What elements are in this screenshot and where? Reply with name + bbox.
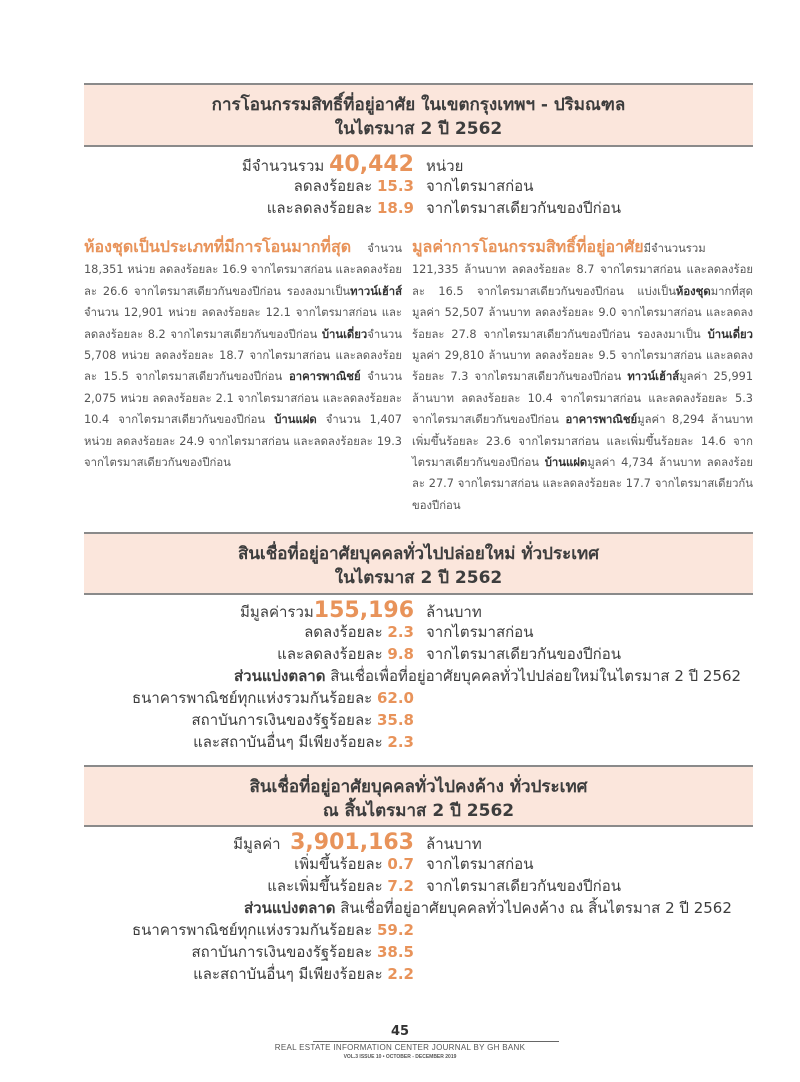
share-value: 35.8 [376, 711, 414, 729]
paragraph-text: มากที่สุด มูลค่า 52,507 ล้านบาท ลดลงร้อยละ 9.0 จากไตรมาสก่อน และลดลงร้อยละ 27.8 จากไตรมาสเดียวกันของปีก่อน รองลงมาเป็น [412, 284, 753, 341]
share-label: และสถาบันอื่นๆ มีเพียงร้อยละ [193, 965, 383, 983]
stat-row [84, 642, 753, 664]
share-row [84, 686, 753, 708]
section1-stats [84, 152, 753, 218]
stat-row [84, 830, 753, 855]
right-column-paragraph [412, 236, 753, 516]
share-row [84, 962, 753, 984]
share-label: สถาบันการเงินของรัฐร้อยละ [191, 711, 373, 729]
market-share-title [84, 896, 753, 918]
share-row [84, 730, 753, 752]
footer-divider [313, 1041, 559, 1042]
journal-title: REAL ESTATE INFORMATION CENTER JOURNAL BY GH BANK [274, 1043, 526, 1052]
share-label: สถาบันการเงินของรัฐร้อยละ [191, 943, 373, 961]
stat-row [84, 620, 753, 642]
left-column-highlight: ห้องชุดเป็นประเภทที่มีการโอนมากที่สุด [84, 237, 352, 256]
bold-term: บ้านแฝด [274, 413, 317, 427]
share-value: 38.5 [376, 943, 414, 961]
bold-term: อาคารพาณิชย์ [288, 370, 361, 384]
paragraph-text: จำนวน 12,901 หน่วย ลดลงร้อยละ 12.1 จากไตรมาสก่อน และลดลงร้อยละ 8.2 จากไตรมาสเดียวกันของปีก่อน [84, 306, 402, 341]
paragraph-text: จำนวน 1,407 หน่วย ลดลงร้อยละ 24.9 จากไตรมาสก่อน และลดลงร้อยละ 19.3 จากไตรมาสเดียวกันของปีก่อน [84, 413, 402, 470]
section2-title-line2: ในไตรมาส 2 ปี 2562 [334, 568, 503, 588]
paragraph-text: มูลค่า 8,294 ล้านบาท เพิ่มขึ้นร้อยละ 23.6 จากไตรมาสก่อน และเพิ่มขึ้นร้อยละ 14.6 จากไตรมาสเดียวกันของปีก่อน [412, 413, 753, 470]
section3-title-line2: ณ สิ้นไตรมาส 2 ปี 2562 [322, 801, 515, 821]
stat-value: 155,196 [313, 598, 414, 623]
stat-suffix: จากไตรมาสก่อน [426, 177, 534, 195]
paragraph-text: จำนวน 18,351 หน่วย ลดลงร้อยละ 16.9 จากไตรมาสก่อน และลดลงร้อยละ 26.6 จากไตรมาสเดียวกันของปีก่อน รองลงมาเป็น [84, 242, 402, 298]
stat-suffix: จากไตรมาสก่อน [426, 855, 534, 873]
bold-term: บ้านแฝด [544, 456, 588, 470]
stat-suffix: ล้านบาท [426, 603, 482, 621]
paragraph-text: มีจำนวนรวม 121,335 ล้านบาท ลดลงร้อยละ 8.7 จากไตรมาสก่อน และลดลงร้อยละ 16.5 จากไตรมาสเดียวกันของปีก่อน แบ่งเป็น [412, 242, 753, 298]
section1-banner [84, 83, 753, 147]
market-share-title [84, 664, 753, 686]
share-label: ธนาคารพาณิชย์ทุกแห่งรวมกันร้อยละ [132, 921, 373, 939]
stat-suffix: จากไตรมาสเดียวกันของปีก่อน [426, 877, 621, 895]
right-column-highlight: มูลค่าการโอนกรรมสิทธิ์ที่อยู่อาศัย [412, 237, 644, 256]
paragraph-text: จำนวน 2,075 หน่วย ลดลงร้อยละ 2.1 จากไตรมาสก่อน และลดลงร้อยละ 10.4 จากไตรมาสเดียวกันของปีก่อน [84, 370, 402, 427]
share-value: 2.2 [387, 965, 414, 983]
stat-row [84, 852, 753, 874]
stat-row [84, 152, 753, 177]
market-share-label: ส่วนแบ่งตลาด [244, 899, 336, 917]
section3-title-line1: สินเชื่อที่อยู่อาศัยบุคคลทั่วไปคงค้าง ทั่วประเทศ [249, 777, 588, 797]
stat-suffix: หน่วย [426, 157, 464, 175]
stat-value: 2.3 [387, 623, 414, 641]
stat-label: มีมูลค่า [233, 835, 281, 853]
bold-term: อาคารพาณิชย์ [565, 413, 638, 427]
bold-term: ทาวน์เฮ้าส์ [350, 284, 402, 298]
stat-value: 18.9 [376, 199, 414, 217]
share-value: 62.0 [376, 689, 414, 707]
journal-volume: VOL.3 ISSUE 10 • OCTOBER - DECEMBER 2019 [343, 1054, 457, 1060]
stat-label: ลดลงร้อยละ [304, 623, 383, 641]
stat-label: ลดลงร้อยละ [293, 177, 373, 195]
bold-term: บ้านเดี่ยว [321, 327, 368, 341]
paragraph-text: มูลค่า 29,810 ล้านบาท ลดลงร้อยละ 9.5 จากไตรมาสก่อน และลดลงร้อยละ 7.3 จากไตรมาสเดียวกันของปีก่อน [412, 349, 753, 384]
market-share-desc: สินเชื่อเพื่อที่อยู่อาศัยบุคคลทั่วไปปล่อยใหม่ในไตรมาส 2 ปี 2562 [325, 667, 742, 685]
section3-stats [84, 830, 753, 984]
section2-stats [84, 598, 753, 752]
section1-title-line2: ในไตรมาส 2 ปี 2562 [334, 119, 503, 139]
stat-row [84, 174, 753, 196]
paragraph-text: มูลค่า 25,991 ล้านบาท ลดลงร้อยละ 10.4 จากไตรมาสก่อน และลดลงร้อยละ 5.3 จากไตรมาสเดียวกันของปีก่อน [412, 370, 754, 427]
stat-label: และลดลงร้อยละ [266, 199, 373, 217]
stat-label: และลดลงร้อยละ [277, 645, 383, 663]
stat-value: 7.2 [387, 877, 414, 895]
share-value: 2.3 [387, 733, 414, 751]
stat-suffix: จากไตรมาสก่อน [426, 623, 534, 641]
stat-suffix: ล้านบาท [426, 835, 482, 853]
stat-label: และเพิ่มขึ้นร้อยละ [267, 877, 383, 895]
bold-term: บ้านเดี่ยว [707, 327, 753, 341]
stat-label: มีมูลค่ารวม [240, 603, 314, 621]
share-label: และสถาบันอื่นๆ มีเพียงร้อยละ [193, 733, 383, 751]
left-column-paragraph [84, 236, 402, 473]
section3-banner [84, 765, 753, 827]
stat-value: 0.7 [387, 855, 414, 873]
bold-term: ห้องชุด [675, 284, 711, 298]
market-share-desc: สินเชื่อที่อยู่อาศัยบุคคลทั่วไปคงค้าง ณ สิ้นไตรมาส 2 ปี 2562 [335, 899, 732, 917]
share-row [84, 708, 753, 730]
bold-term: ทาวน์เฮ้าส์ [627, 370, 680, 384]
paragraph-text: จำนวน 5,708 หน่วย ลดลงร้อยละ 18.7 จากไตรมาสก่อน และลดลงร้อยละ 15.5 จากไตรมาสเดียวกันของปีก่อน [84, 327, 402, 384]
page-number: 45 [390, 1024, 410, 1039]
stat-row [84, 196, 753, 218]
share-row [84, 940, 753, 962]
stat-row [84, 598, 753, 623]
stat-label: เพิ่มขึ้นร้อยละ [294, 855, 383, 873]
stat-suffix: จากไตรมาสเดียวกันของปีก่อน [426, 645, 621, 663]
stat-value: 9.8 [387, 645, 414, 663]
stat-label: มีจำนวนรวม [241, 157, 325, 175]
stat-value: 3,901,163 [290, 830, 414, 855]
share-value: 59.2 [376, 921, 414, 939]
stat-suffix: จากไตรมาสเดียวกันของปีก่อน [426, 199, 621, 217]
share-label: ธนาคารพาณิชย์ทุกแห่งรวมกันร้อยละ [132, 689, 373, 707]
share-row [84, 918, 753, 940]
section2-title-line1: สินเชื่อที่อยู่อาศัยบุคคลทั่วไปปล่อยใหม่ ทั่วประเทศ [237, 544, 600, 564]
stat-value: 15.3 [376, 177, 414, 195]
section1-title-line1: การโอนกรรมสิทธิ์ที่อยู่อาศัย ในเขตกรุงเทพฯ - ปริมณฑล [211, 95, 626, 115]
paragraph-text: มูลค่า 4,734 ล้านบาท ลดลงร้อยละ 27.7 จากไตรมาสก่อน และลดลงร้อยละ 17.7 จากไตรมาสเดียวกันของปีก่อน [412, 456, 753, 512]
stat-value: 40,442 [329, 152, 414, 177]
stat-row [84, 874, 753, 896]
section2-banner [84, 532, 753, 595]
market-share-label: ส่วนแบ่งตลาด [234, 667, 326, 685]
